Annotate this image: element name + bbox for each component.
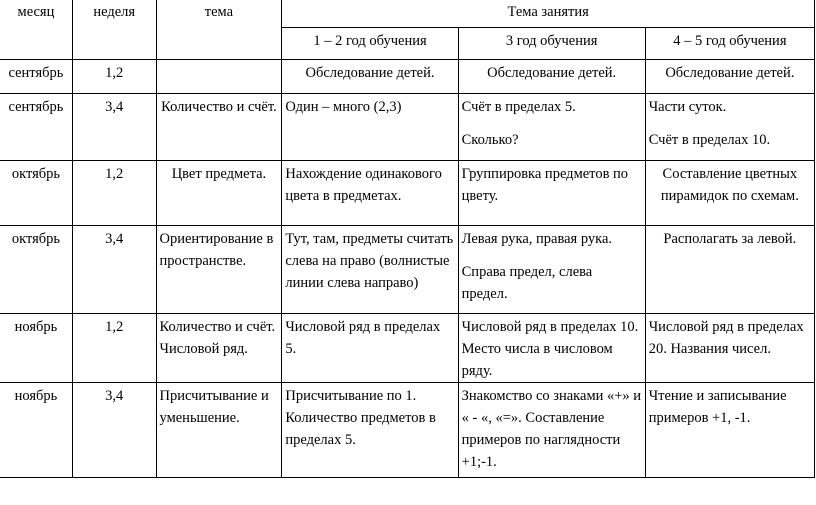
header-month: месяц <box>0 0 72 60</box>
cell-month: сентябрь <box>0 60 72 94</box>
cell-week: 3,4 <box>72 383 156 478</box>
header-year-1-2: 1 – 2 год обучения <box>282 28 458 60</box>
cell-topic <box>156 60 282 94</box>
cell-month: ноябрь <box>0 314 72 383</box>
cell-week: 3,4 <box>72 226 156 314</box>
cell-year-4-5 <box>645 94 814 161</box>
cell-line: Справа предел, слева предел. <box>461 264 593 302</box>
cell-topic: Количество и счёт. <box>156 94 282 161</box>
cell-line: Счёт в пределах 10. <box>648 132 771 148</box>
cell-month: сентябрь <box>0 94 72 161</box>
cell-year-3: Числовой ряд в пределах 10. Место числа в числовом ряду. <box>458 314 645 383</box>
cell-topic: Ориентирование в пространстве. <box>156 226 282 314</box>
table-row <box>0 94 815 161</box>
cell-year-3: Группировка предметов по цвету. <box>458 161 645 226</box>
cell-year-1-2: Обследование детей. <box>282 60 458 94</box>
header-lesson-topic: Тема занятия <box>282 0 815 28</box>
cell-topic: Цвет предмета. <box>156 161 282 226</box>
cell-line: Левая рука, правая рука. <box>461 231 613 247</box>
table-row <box>0 314 815 383</box>
header-row-1 <box>0 0 815 28</box>
cell-year-4-5: Чтение и записывание примеров +1, -1. <box>645 383 814 478</box>
cell-year-4-5: Числовой ряд в пределах 20. Названия чисел. <box>645 314 814 383</box>
cell-week: 1,2 <box>72 60 156 94</box>
cell-week: 1,2 <box>72 314 156 383</box>
cell-month: ноябрь <box>0 383 72 478</box>
cell-line: Счёт в пределах 5. <box>461 99 576 115</box>
table-row <box>0 161 815 226</box>
header-week: неделя <box>72 0 156 60</box>
cell-year-1-2: Числовой ряд в пределах 5. <box>282 314 458 383</box>
header-topic: тема <box>156 0 282 60</box>
table-row <box>0 60 815 94</box>
cell-month: октябрь <box>0 161 72 226</box>
cell-year-1-2: Один – много (2,3) <box>282 94 458 161</box>
cell-year-4-5: Обследование детей. <box>645 60 814 94</box>
cell-line: Сколько? <box>461 132 519 148</box>
cell-year-3: Обследование детей. <box>458 60 645 94</box>
cell-line: Части суток. <box>648 99 727 115</box>
cell-year-3: Знакомство со знаками «+» и « - «, «=». Составление примеров по наглядности +1;-1. <box>458 383 645 478</box>
cell-year-1-2: Тут, там, предметы считать слева на право (волнистые линии слева направо) <box>282 226 458 314</box>
cell-week: 1,2 <box>72 161 156 226</box>
header-year-3: 3 год обучения <box>458 28 645 60</box>
table-row <box>0 226 815 314</box>
cell-year-1-2: Присчитывание по 1. Количество предметов в пределах 5. <box>282 383 458 478</box>
cell-year-4-5: Располагать за левой. <box>645 226 814 314</box>
cell-week: 3,4 <box>72 94 156 161</box>
cell-topic: Присчитывание и уменьшение. <box>156 383 282 478</box>
cell-topic: Количество и счёт. Числовой ряд. <box>156 314 282 383</box>
cell-month: октябрь <box>0 226 72 314</box>
header-year-4-5: 4 – 5 год обучения <box>645 28 814 60</box>
cell-year-4-5: Составление цветных пирамидок по схемам. <box>645 161 814 226</box>
table-row <box>0 383 815 478</box>
cell-year-3 <box>458 226 645 314</box>
cell-year-1-2: Нахождение одинакового цвета в предметах. <box>282 161 458 226</box>
cell-year-3 <box>458 94 645 161</box>
